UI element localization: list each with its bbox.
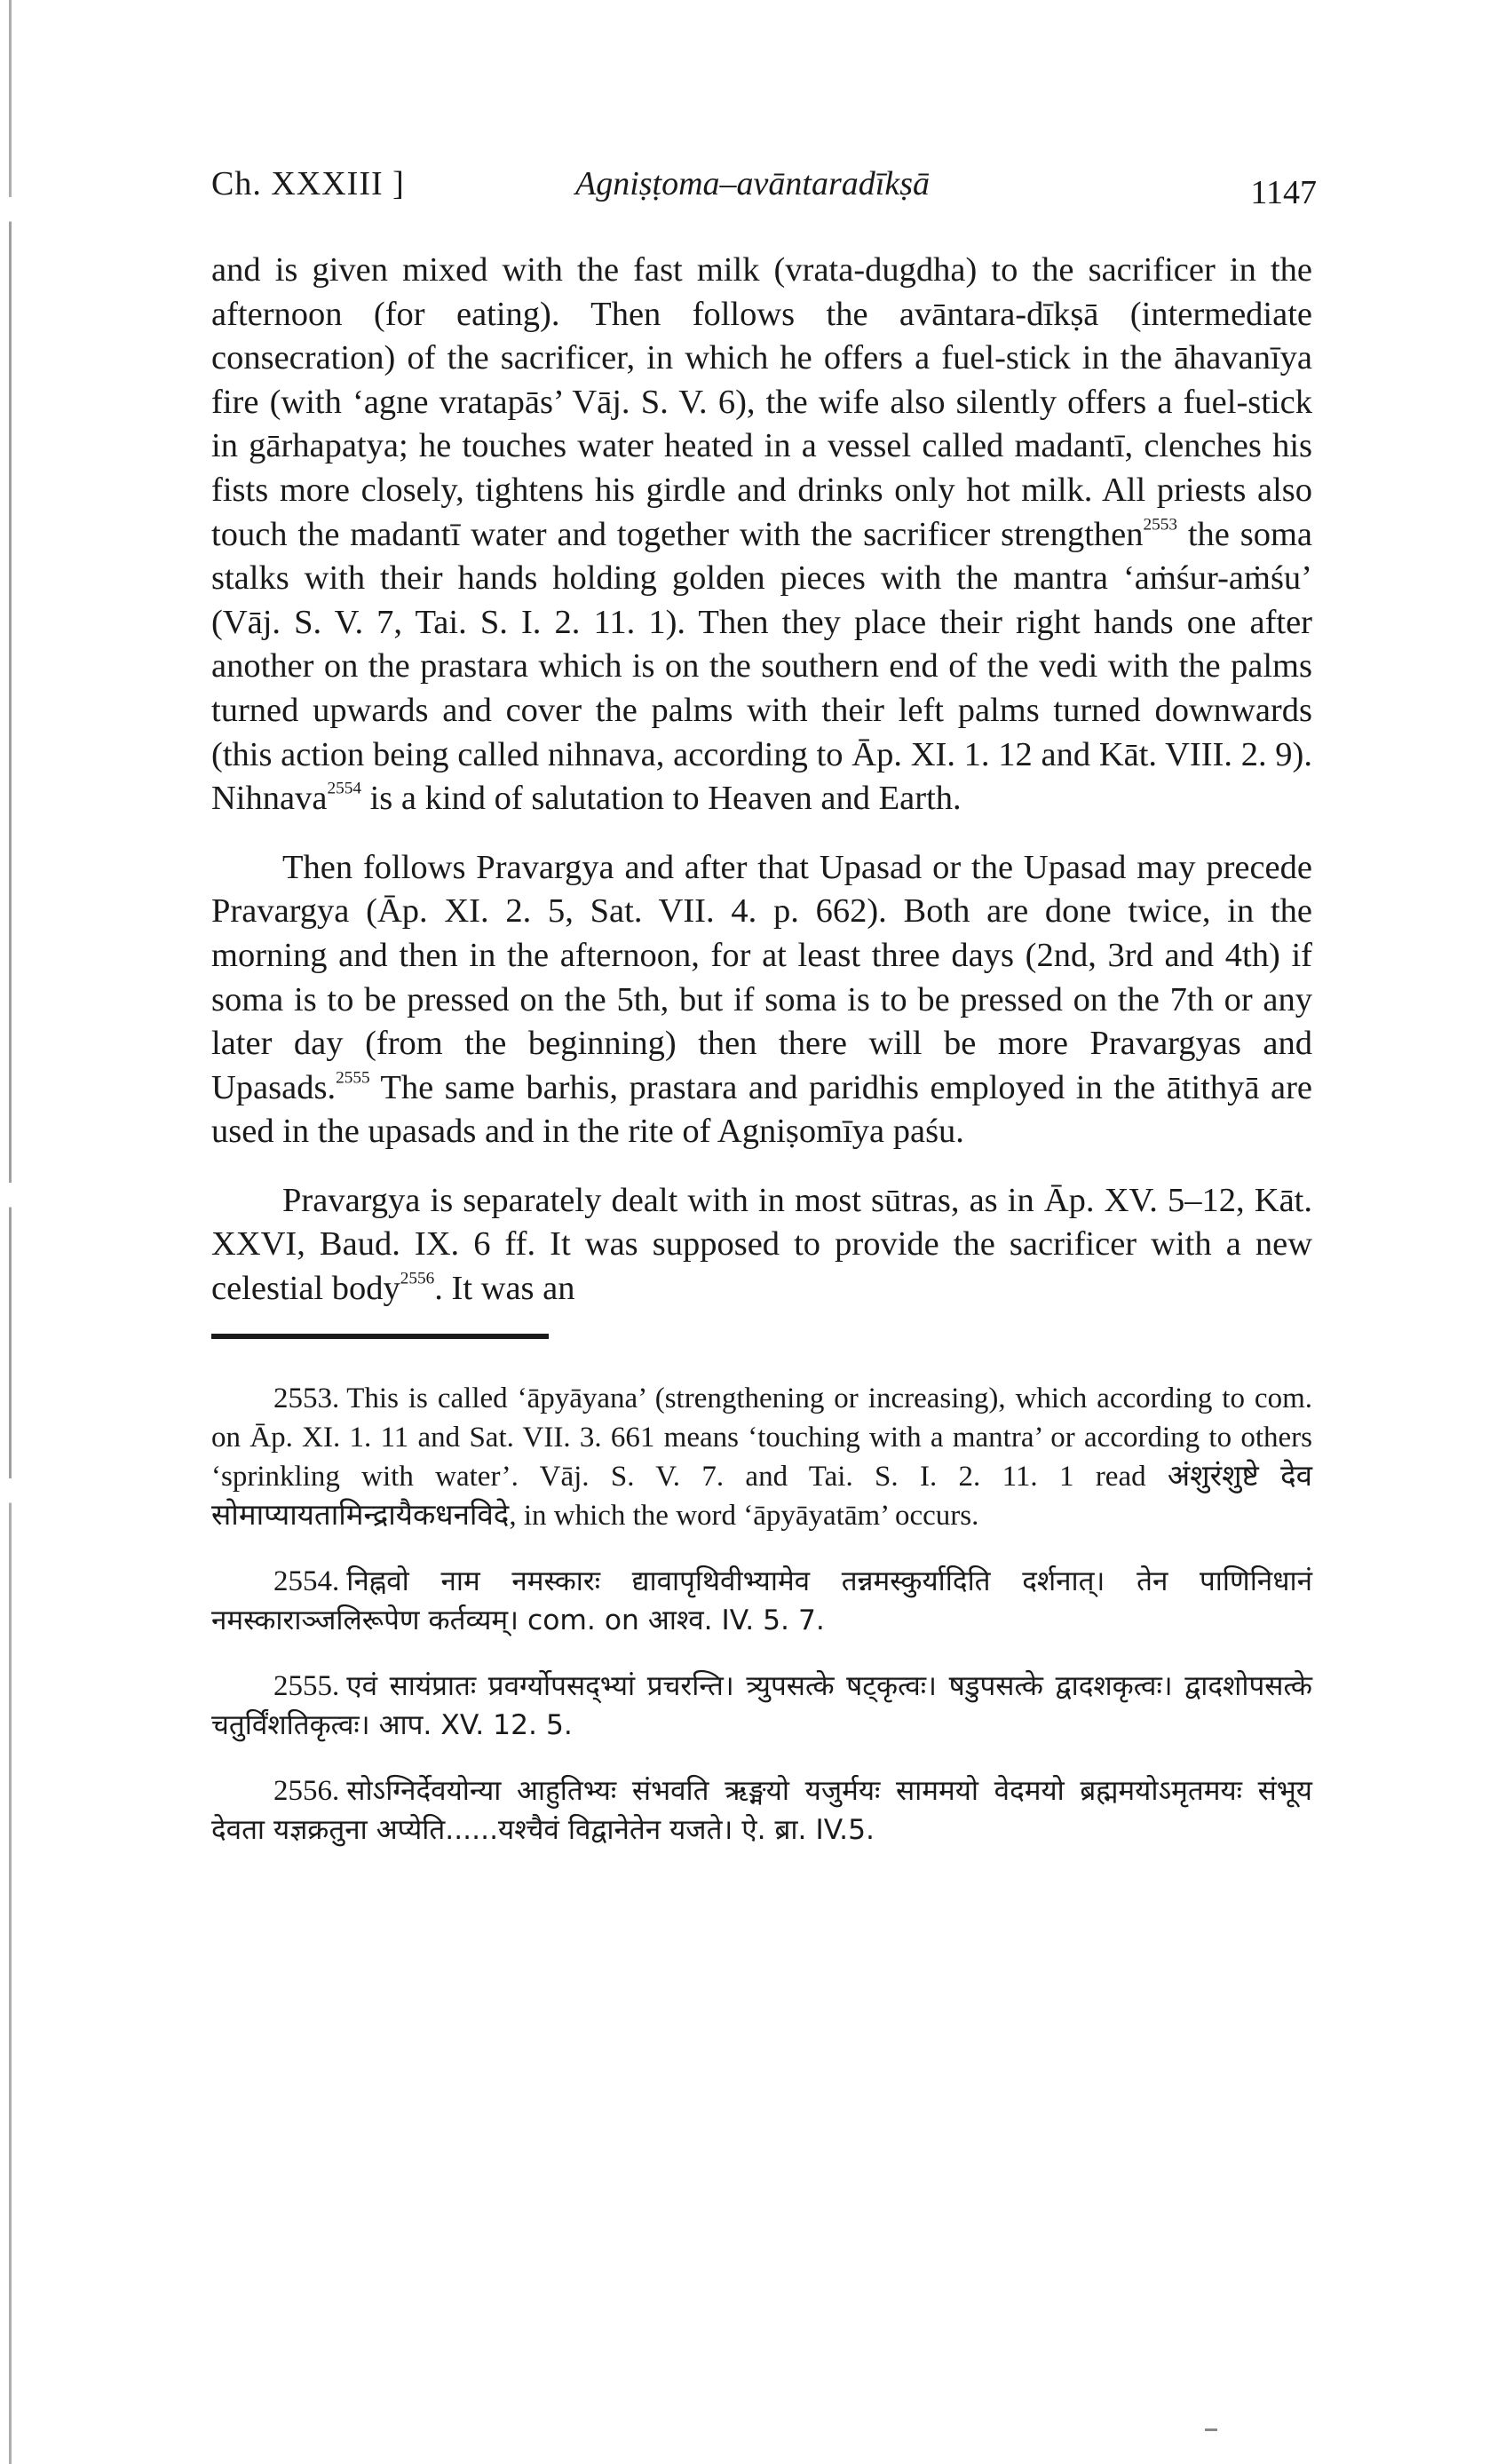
footnote [211, 1771, 1312, 1850]
paragraph-text: is a kind of salutation to Heaven and Earth. [369, 780, 962, 818]
footnote [211, 1667, 1312, 1745]
scan-edge-line [9, 0, 12, 2464]
footnote [211, 1562, 1312, 1640]
footnote-ref[interactable]: 2554 [327, 779, 361, 798]
paragraph [211, 249, 1312, 821]
paragraph [211, 1179, 1312, 1311]
footnote [211, 1379, 1312, 1535]
chapter-label: Ch. XXXIII ] [211, 165, 405, 202]
footnote-number: 2554. [273, 1565, 340, 1597]
main-text [211, 249, 1312, 1311]
footnote-ref[interactable]: 2556 [400, 1269, 435, 1288]
paragraph-text: . It was an [434, 1270, 575, 1308]
footnote-text: सोऽग्निर्देवयोन्या आहुतिभ्यः संभवति ऋङ्मयो यजुर्मयः साममयो वेदमयो ब्रह्ममयोऽमृतमयः संभूय देवता यज्ञक्रतुना अप्येति......यश्चैवं विद्वानेतेन यजते। ऐ. ब्रा. IV.5. [211, 1774, 1312, 1846]
footnote-ref[interactable]: 2553 [1143, 515, 1177, 535]
footnote-text: This is called ‘āpyāyana’ (strengthening or increasing), which according to com. on Āp. XI. 1. 11 and Sat. VII. 3. 661 means ‘touching with a mantra’ or according to others ‘sprinkling with water’. Vāj. S. V. 7. and Tai. S. I. 2. 11. 1 read अंशुरंशुष्टे देव सोमाप्यायतामिन्द्रायैकधनविदे, in which the word ‘āpyāyatām’ occurs. [211, 1382, 1312, 1532]
paragraph-text: Then follows Pravargya and after that Upasad or the Upasad may precede Pravargya (Āp. XI. 2. 5, Sat. VII. 4. p. 662). Both are done twice, in the morning and then in the afternoon, for at least three days (2nd, 3rd and 4th) if soma is to be pressed on the 5th, but if soma is to be pressed on the 7th or any later day (from the beginning) then there will be more Pravargyas and Upasads. [211, 848, 1312, 1106]
paragraph-text: and is given mixed with the fast milk (vrata-dugdha) to the sacrificer in the afternoon (for eating). Then follows the avāntara-dīkṣā (intermediate consecration) of the sacrificer, in which he offers a fuel-stick in the āhavanīya fire (with ‘agne vratapās’ Vāj. S. V. 6), the wife also silently offers a fuel-stick in gārhapatya; he touches water heated in a vessel called madantī, clenches his fists more closely, tightens his girdle and drinks only hot milk. All priests also touch the madantī water and together with the sacrificer strengthen [211, 251, 1312, 553]
paragraph-text: The same barhis, prastara and paridhis employed in the ātithyā are used in the upasads and in the rite of Agniṣomīya paśu. [211, 1068, 1312, 1151]
book-page [211, 164, 1317, 1876]
footnote-number: 2556. [273, 1774, 340, 1807]
footnote-number: 2555. [273, 1669, 340, 1702]
footnote-text: निह्नवो नाम नमस्कारः द्यावापृथिवीभ्यामेव तन्नमस्कुर्यादिति दर्शनात्। तेन पाणिनिधानं नमस्काराञ्जलिरूपेण कर्तव्यम्। com. on आश्व. IV. 5. 7. [211, 1565, 1312, 1636]
scan-speck [1205, 2428, 1217, 2431]
footnotes [211, 1379, 1312, 1850]
paragraph [211, 846, 1312, 1154]
footnote-ref[interactable]: 2555 [336, 1068, 370, 1088]
running-head [211, 164, 1317, 218]
page-number: 1147 [1250, 174, 1317, 211]
footnote-number: 2553. [273, 1382, 340, 1414]
running-title: Agniṣṭoma–avāntaradīkṣā [575, 165, 930, 202]
paragraph-text: Pravargya is separately dealt with in most sūtras, as in Āp. XV. 5–12, Kāt. XXVI, Baud. IX. 6 ff. It was supposed to provide the sacrificer with a new celestial body [211, 1181, 1312, 1308]
footnote-text: एवं सायंप्रातः प्रवर्ग्योपसद्भ्यां प्रचरन्ति। त्र्युपसत्के षट्कृत्वः। षडुपसत्के द्वादशकृत्वः। द्वादशोपसत्के चतुर्विंशतिकृत्वः। आप. XV. 12. 5. [211, 1669, 1312, 1741]
footnote-divider [211, 1334, 549, 1339]
paragraph-text: the soma stalks with their hands holding golden pieces with the mantra ‘aṁśur-aṁśu’ (Vāj. S. V. 7, Tai. S. I. 2. 11. 1). Then they place their right hands one after another on the prastara which is on the southern end of the vedi with the palms turned upwards and cover the palms with their left palms turned downwards (this action being called nihnava, according to Āp. XI. 1. 12 and Kāt. VIII. 2. 9). Nihnava [211, 515, 1313, 818]
